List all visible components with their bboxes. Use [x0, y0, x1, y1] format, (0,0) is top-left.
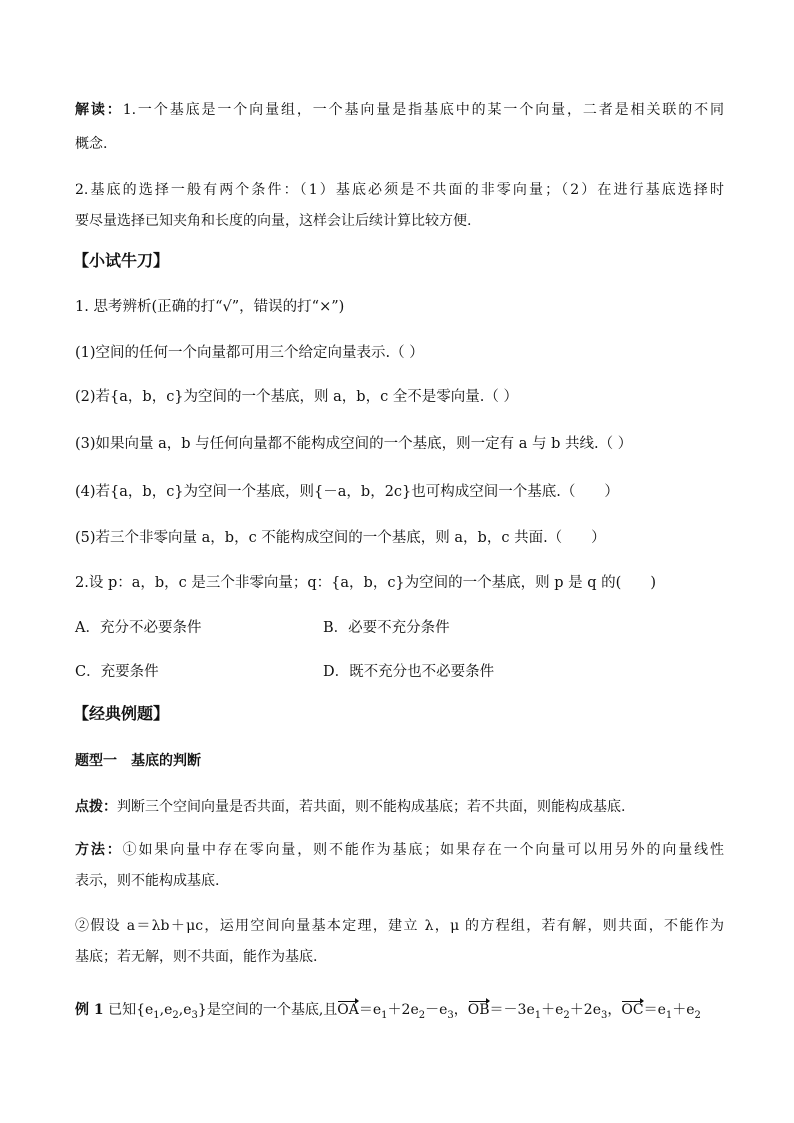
- jiedu-line-2: 概念.: [75, 136, 108, 152]
- practice-question-2: 2.设 p：a，b，c 是三个非零向量；q：{a，b，c}为空间的一个基底，则 p 是 q 的( ): [75, 575, 656, 591]
- oa-expr-b: ＋2e: [387, 1002, 419, 1018]
- example-1-text-d: }是空间的一个基底,且: [197, 1002, 338, 1018]
- condition-line-1: 2.基底的选择一般有两个条件：（1）基底必须是不共面的非零向量；（2）在进行基底选择时: [75, 182, 724, 198]
- sub-1: 1: [534, 1009, 542, 1021]
- sub-1: 1: [381, 1009, 388, 1021]
- sub-1: 1: [153, 1009, 160, 1021]
- example-1-text-b: ,e: [159, 1002, 173, 1018]
- ob-expr-a: ＝－3e: [489, 1002, 535, 1018]
- sub-2: 2: [563, 1009, 570, 1021]
- sub-2: 2: [172, 1009, 179, 1021]
- jiedu-line-1: [75, 100, 724, 120]
- example-1-text-a: 已知{e: [108, 1002, 154, 1018]
- ob-expr-b: ＋e: [541, 1002, 564, 1018]
- option-b: B．必要不充分条件: [323, 620, 450, 636]
- oc-expr-b: ＋e: [672, 1002, 695, 1018]
- practice-item-1: (1)空间的任何一个向量都可用三个给定向量表示.（ ）: [75, 345, 424, 361]
- ob-expr-c: ＋2e: [569, 1002, 601, 1018]
- oa-expr-c: －e: [425, 1002, 448, 1018]
- sub-1: 1: [665, 1009, 673, 1021]
- jiedu-text-1: 1.一个基底是一个向量组，一个基向量是指基底中的某一个向量，二者是相关联的不同: [122, 102, 725, 118]
- method-line-2: 表示，则不能构成基底.: [75, 873, 220, 889]
- practice-item-3: (3)如果向量 a，b 与任何向量都不能构成空间的一个基底，则一定有 a 与 b 共线.（ ）: [75, 436, 633, 452]
- sub-3: 3: [191, 1009, 198, 1021]
- practice-item-2: (2)若{a，b，c}为空间的一个基底，则 a，b，c 全不是零向量.（ ）: [75, 389, 519, 405]
- option-a: A．充分不必要条件: [75, 620, 202, 636]
- vector-oa: OA: [337, 1002, 359, 1018]
- method-line-1: [75, 840, 724, 860]
- vector-oc: OC: [621, 1002, 644, 1018]
- oc-expr-a: ＝e: [643, 1002, 666, 1018]
- jiedu-label: 解读：: [75, 102, 123, 118]
- practice-item-4: (4)若{a，b，c}为空间一个基底，则{－a，b，2c}也可构成空间一个基底.（ ）: [75, 484, 619, 500]
- dianbo-text: 判断三个空间向量是否共面，若共面，则不能构成基底；若不共面，则能构成基底.: [117, 799, 626, 815]
- dianbo-label: 点拨：: [75, 799, 117, 815]
- option-d: D．既不充分也不必要条件: [323, 664, 495, 680]
- practice-item-5: (5)若三个非零向量 a，b，c 不能构成空间的一个基底，则 a，b，c 共面.（ ）: [75, 530, 606, 546]
- method-label: 方法：: [75, 842, 123, 858]
- sub-2: 2: [418, 1009, 426, 1021]
- section-heading-practice: 【小试牛刀】: [73, 251, 170, 270]
- type-title: 题型一 基底的判断: [75, 753, 201, 769]
- section-heading-examples: 【经典例题】: [73, 704, 170, 723]
- practice-question-1: 1. 思考辨析(正确的打“√”，错误的打“×”): [75, 299, 345, 315]
- sub-3: 3: [601, 1009, 608, 1021]
- sub-2: 2: [694, 1009, 701, 1021]
- method2-line-1: ②假设 a＝λb＋μc，运用空间向量基本定理，建立 λ，μ 的方程组，若有解，则共面，不能作为: [75, 918, 724, 934]
- example-1-line: 例 1 已知$\{e_1,e_2,e_3\}$是空间的一个基底,且$OA=e_1+2e_2-e_3$，$OB=-3e_1+e_2+2e_3$，$OC=e_1+e_2$: [75, 1002, 701, 1021]
- method-text-1: ①如果向量中存在零向量，则不能作为基底；如果存在一个向量可以用另外的向量线性: [122, 842, 724, 858]
- example-1-label: 例 1: [75, 1002, 104, 1018]
- option-c: C．充要条件: [75, 664, 159, 680]
- oa-expr-a: ＝e: [358, 1002, 382, 1018]
- example-1-text-c: ,e: [178, 1002, 192, 1018]
- vector-ob: OB: [467, 1002, 490, 1018]
- method2-line-2: 基底；若无解，则不共面，能作为基底.: [75, 949, 318, 965]
- condition-line-2: 要尽量选择已知夹角和长度的向量，这样会让后续计算比较方便.: [75, 213, 472, 229]
- sub-3: 3: [447, 1009, 454, 1021]
- dianbo-line: [75, 797, 724, 817]
